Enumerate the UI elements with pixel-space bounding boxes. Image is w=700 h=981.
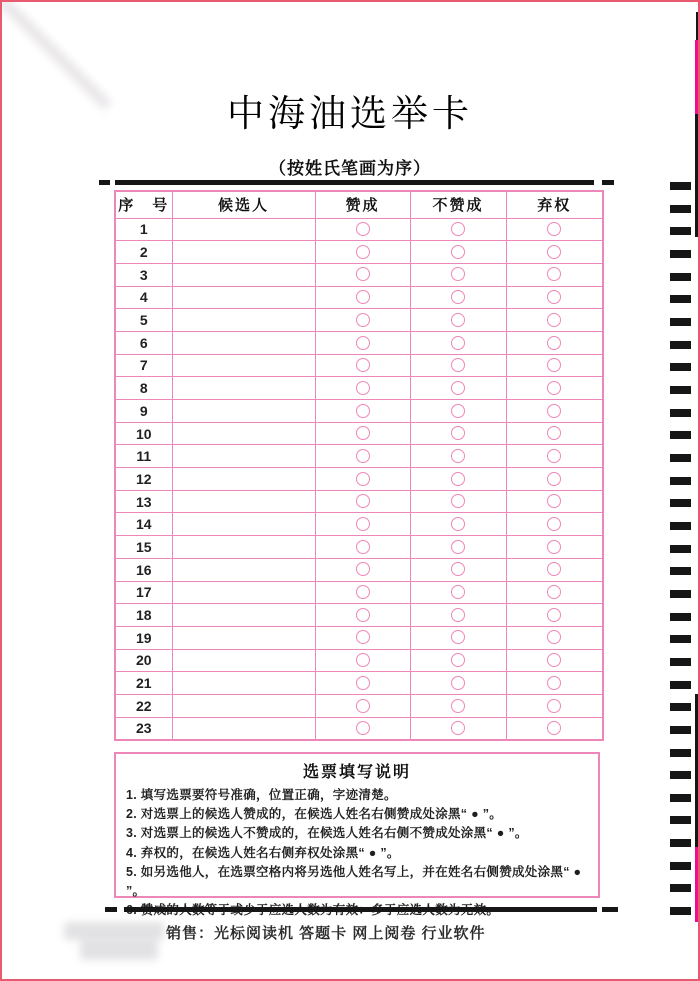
registration-bar-bottom	[124, 907, 597, 912]
row-number: 14	[115, 513, 172, 536]
oppose-bubble[interactable]	[451, 608, 465, 622]
approve-bubble[interactable]	[356, 358, 370, 372]
oppose-bubble[interactable]	[451, 404, 465, 418]
table-row	[115, 400, 603, 423]
timing-mark	[670, 318, 691, 326]
registration-bar-top-right-tick	[602, 180, 614, 185]
abstain-cell	[506, 604, 603, 627]
oppose-bubble[interactable]	[451, 336, 465, 350]
table-row	[115, 604, 603, 627]
abstain-bubble[interactable]	[547, 267, 561, 281]
timing-mark	[670, 182, 691, 190]
timing-mark	[670, 839, 691, 847]
table-row	[115, 581, 603, 604]
candidate-name-cell[interactable]	[172, 581, 315, 604]
abstain-bubble[interactable]	[547, 608, 561, 622]
row-number: 7	[115, 354, 172, 377]
timing-mark	[670, 409, 691, 417]
abstain-bubble[interactable]	[547, 653, 561, 667]
oppose-cell	[410, 604, 506, 627]
oppose-cell	[410, 309, 506, 332]
candidate-name-cell[interactable]	[172, 218, 315, 241]
table-row	[115, 694, 603, 717]
oppose-bubble[interactable]	[451, 313, 465, 327]
instruction-line: 3. 对选票上的候选人不赞成的，在候选人姓名右侧不赞成处涂黑“ ● ”。	[126, 826, 528, 841]
col-header-abstain: 弃权	[506, 191, 603, 218]
approve-cell	[315, 422, 410, 445]
ballot-table-body	[115, 218, 603, 740]
table-row	[115, 377, 603, 400]
abstain-cell	[506, 468, 603, 491]
oppose-cell	[410, 536, 506, 559]
right-edge-thin-black-line	[696, 12, 698, 40]
oppose-bubble[interactable]	[451, 449, 465, 463]
oppose-cell	[410, 513, 506, 536]
abstain-cell	[506, 422, 603, 445]
oppose-cell	[410, 241, 506, 264]
approve-cell	[315, 241, 410, 264]
abstain-cell	[506, 536, 603, 559]
oppose-bubble[interactable]	[451, 222, 465, 236]
timing-mark	[670, 681, 691, 689]
approve-cell	[315, 331, 410, 354]
table-row	[115, 331, 603, 354]
approve-bubble[interactable]	[356, 290, 370, 304]
candidate-name-cell[interactable]	[172, 536, 315, 559]
abstain-bubble[interactable]	[547, 449, 561, 463]
candidate-name-cell[interactable]	[172, 331, 315, 354]
sort-order-note: （按姓氏笔画为序）	[269, 159, 431, 178]
table-row	[115, 536, 603, 559]
right-edge-magenta-strip-top	[695, 40, 699, 114]
table-row	[115, 309, 603, 332]
approve-bubble[interactable]	[356, 404, 370, 418]
row-number: 20	[115, 649, 172, 672]
abstain-cell	[506, 218, 603, 241]
candidate-name-cell[interactable]	[172, 286, 315, 309]
abstain-cell	[506, 354, 603, 377]
instructions-list	[116, 786, 598, 920]
timing-mark	[670, 907, 691, 915]
approve-bubble[interactable]	[356, 540, 370, 554]
instruction-line: 2. 对选票上的候选人赞成的，在候选人姓名右侧赞成处涂黑“ ● ”。	[126, 807, 503, 822]
timing-mark	[670, 227, 691, 235]
timing-mark	[670, 454, 691, 462]
approve-cell	[315, 717, 410, 740]
table-row	[115, 558, 603, 581]
oppose-bubble[interactable]	[451, 676, 465, 690]
approve-bubble[interactable]	[356, 313, 370, 327]
table-row	[115, 422, 603, 445]
approve-cell	[315, 672, 410, 695]
timing-mark	[670, 635, 691, 643]
candidate-name-cell[interactable]	[172, 694, 315, 717]
approve-cell	[315, 604, 410, 627]
table-header-row	[115, 191, 603, 218]
row-number: 12	[115, 468, 172, 491]
oppose-cell	[410, 581, 506, 604]
registration-bar-top	[115, 180, 594, 185]
row-number: 10	[115, 422, 172, 445]
approve-bubble[interactable]	[356, 472, 370, 486]
row-number: 11	[115, 445, 172, 468]
row-number: 18	[115, 604, 172, 627]
abstain-cell	[506, 400, 603, 423]
timing-mark	[670, 363, 691, 371]
approve-cell	[315, 263, 410, 286]
abstain-bubble[interactable]	[547, 404, 561, 418]
abstain-cell	[506, 309, 603, 332]
approve-cell	[315, 558, 410, 581]
row-number: 23	[115, 717, 172, 740]
timing-mark	[670, 205, 691, 213]
table-row	[115, 354, 603, 377]
approve-bubble[interactable]	[356, 630, 370, 644]
abstain-cell	[506, 377, 603, 400]
oppose-cell	[410, 694, 506, 717]
abstain-cell	[506, 241, 603, 264]
oppose-bubble[interactable]	[451, 381, 465, 395]
timing-mark	[670, 794, 691, 802]
timing-mark	[670, 431, 691, 439]
oppose-cell	[410, 717, 506, 740]
approve-cell	[315, 536, 410, 559]
approve-cell	[315, 309, 410, 332]
candidate-name-cell[interactable]	[172, 354, 315, 377]
oppose-bubble[interactable]	[451, 585, 465, 599]
abstain-bubble[interactable]	[547, 313, 561, 327]
abstain-cell	[506, 626, 603, 649]
right-edge-black-strip-bottom	[695, 694, 699, 847]
timing-mark	[670, 590, 691, 598]
vendor-footer-text: 销售：光标阅读机 答题卡 网上阅卷 行业软件	[166, 925, 486, 942]
timing-mark	[670, 862, 691, 870]
abstain-cell	[506, 581, 603, 604]
oppose-bubble[interactable]	[451, 358, 465, 372]
oppose-bubble[interactable]	[451, 245, 465, 259]
instructions-title: 选票填写说明	[302, 764, 411, 781]
abstain-cell	[506, 558, 603, 581]
oppose-bubble[interactable]	[451, 653, 465, 667]
oppose-cell	[410, 672, 506, 695]
row-number: 5	[115, 309, 172, 332]
oppose-cell	[410, 286, 506, 309]
col-header-number: 序 号	[115, 191, 172, 218]
candidate-name-cell[interactable]	[172, 468, 315, 491]
col-header-candidate: 候选人	[172, 191, 315, 218]
table-row	[115, 672, 603, 695]
candidate-name-cell[interactable]	[172, 241, 315, 264]
abstain-bubble[interactable]	[547, 699, 561, 713]
table-row	[115, 626, 603, 649]
abstain-cell	[506, 490, 603, 513]
instruction-line: 1. 填写选票要符号准确，位置正确，字迹清楚。	[126, 788, 397, 802]
instructions-box	[114, 752, 600, 898]
timing-mark	[670, 613, 691, 621]
approve-bubble[interactable]	[356, 517, 370, 531]
instruction-line: 5. 如另选他人，在选票空格内将另选他人姓名写上，并在姓名右侧赞成处涂黑“ ● ”。	[126, 864, 582, 899]
abstain-cell	[506, 694, 603, 717]
approve-cell	[315, 694, 410, 717]
table-row	[115, 286, 603, 309]
approve-bubble[interactable]	[356, 676, 370, 690]
candidate-name-cell[interactable]	[172, 377, 315, 400]
approve-bubble[interactable]	[356, 426, 370, 440]
oppose-cell	[410, 263, 506, 286]
timing-mark	[670, 726, 691, 734]
timing-mark	[670, 884, 691, 892]
timing-mark	[670, 658, 691, 666]
timing-mark	[670, 545, 691, 553]
candidate-name-cell[interactable]	[172, 558, 315, 581]
abstain-bubble[interactable]	[547, 585, 561, 599]
row-number: 22	[115, 694, 172, 717]
candidate-name-cell[interactable]	[172, 672, 315, 695]
approve-bubble[interactable]	[356, 699, 370, 713]
timing-mark	[670, 499, 691, 507]
approve-bubble[interactable]	[356, 381, 370, 395]
timing-mark	[670, 341, 691, 349]
abstain-bubble[interactable]	[547, 290, 561, 304]
abstain-bubble[interactable]	[547, 721, 561, 735]
oppose-cell	[410, 468, 506, 491]
row-number: 17	[115, 581, 172, 604]
approve-cell	[315, 490, 410, 513]
abstain-cell	[506, 263, 603, 286]
table-row	[115, 717, 603, 740]
table-row	[115, 263, 603, 286]
abstain-bubble[interactable]	[547, 540, 561, 554]
approve-cell	[315, 445, 410, 468]
table-row	[115, 241, 603, 264]
approve-bubble[interactable]	[356, 336, 370, 350]
abstain-bubble[interactable]	[547, 494, 561, 508]
oppose-cell	[410, 626, 506, 649]
oppose-bubble[interactable]	[451, 562, 465, 576]
oppose-cell	[410, 490, 506, 513]
approve-bubble[interactable]	[356, 721, 370, 735]
candidate-name-cell[interactable]	[172, 513, 315, 536]
instruction-line: 4. 弃权的，在候选人姓名右侧弃权处涂黑“ ● ”。	[126, 845, 400, 860]
registration-bar-top-left-tick	[99, 180, 110, 185]
abstain-bubble[interactable]	[547, 381, 561, 395]
approve-bubble[interactable]	[356, 653, 370, 667]
scan-noise-bottom-left	[64, 922, 164, 940]
approve-bubble[interactable]	[356, 449, 370, 463]
abstain-bubble[interactable]	[547, 358, 561, 372]
candidate-name-cell[interactable]	[172, 649, 315, 672]
oppose-cell	[410, 558, 506, 581]
row-number: 4	[115, 286, 172, 309]
oppose-cell	[410, 649, 506, 672]
approve-cell	[315, 400, 410, 423]
approve-bubble[interactable]	[356, 608, 370, 622]
oppose-bubble[interactable]	[451, 494, 465, 508]
approve-cell	[315, 468, 410, 491]
oppose-cell	[410, 400, 506, 423]
row-number: 6	[115, 331, 172, 354]
col-header-oppose: 不赞成	[410, 191, 506, 218]
approve-bubble[interactable]	[356, 267, 370, 281]
approve-cell	[315, 581, 410, 604]
row-number: 9	[115, 400, 172, 423]
oppose-bubble[interactable]	[451, 517, 465, 531]
abstain-bubble[interactable]	[547, 562, 561, 576]
oppose-bubble[interactable]	[451, 290, 465, 304]
row-number: 21	[115, 672, 172, 695]
approve-bubble[interactable]	[356, 245, 370, 259]
oppose-cell	[410, 445, 506, 468]
approve-cell	[315, 649, 410, 672]
candidate-name-cell[interactable]	[172, 309, 315, 332]
approve-bubble[interactable]	[356, 585, 370, 599]
abstain-bubble[interactable]	[547, 472, 561, 486]
table-row	[115, 513, 603, 536]
timing-mark	[670, 250, 691, 258]
abstain-bubble[interactable]	[547, 222, 561, 236]
scan-noise-bottom-left-2	[80, 940, 158, 960]
candidate-name-cell[interactable]	[172, 626, 315, 649]
timing-mark	[670, 386, 691, 394]
abstain-cell	[506, 331, 603, 354]
candidate-name-cell[interactable]	[172, 263, 315, 286]
oppose-bubble[interactable]	[451, 699, 465, 713]
candidate-name-cell[interactable]	[172, 445, 315, 468]
candidate-name-cell[interactable]	[172, 400, 315, 423]
candidate-name-cell[interactable]	[172, 490, 315, 513]
page-title: 中海油选举卡	[227, 93, 473, 135]
ballot-table	[114, 190, 604, 741]
abstain-cell	[506, 286, 603, 309]
approve-cell	[315, 354, 410, 377]
abstain-cell	[506, 649, 603, 672]
timing-mark	[670, 749, 691, 757]
row-number: 2	[115, 241, 172, 264]
approve-cell	[315, 377, 410, 400]
row-number: 16	[115, 558, 172, 581]
candidate-name-cell[interactable]	[172, 422, 315, 445]
abstain-cell	[506, 513, 603, 536]
oppose-cell	[410, 422, 506, 445]
timing-mark	[670, 273, 691, 281]
abstain-bubble[interactable]	[547, 245, 561, 259]
abstain-cell	[506, 717, 603, 740]
timing-mark	[670, 771, 691, 779]
oppose-bubble[interactable]	[451, 472, 465, 486]
oppose-cell	[410, 331, 506, 354]
registration-bar-bottom-left-tick	[105, 907, 117, 912]
table-row	[115, 218, 603, 241]
oppose-bubble[interactable]	[451, 630, 465, 644]
abstain-cell	[506, 672, 603, 695]
right-edge-black-strip-top	[695, 114, 699, 237]
timing-mark	[670, 522, 691, 530]
oppose-bubble[interactable]	[451, 426, 465, 440]
row-number: 1	[115, 218, 172, 241]
registration-bar-bottom-right-tick	[602, 907, 618, 912]
approve-bubble[interactable]	[356, 494, 370, 508]
oppose-cell	[410, 354, 506, 377]
row-number: 13	[115, 490, 172, 513]
table-row	[115, 649, 603, 672]
table-row	[115, 468, 603, 491]
timing-mark	[670, 477, 691, 485]
oppose-bubble[interactable]	[451, 721, 465, 735]
abstain-bubble[interactable]	[547, 676, 561, 690]
approve-cell	[315, 218, 410, 241]
col-header-approve: 赞成	[315, 191, 410, 218]
approve-cell	[315, 513, 410, 536]
row-number: 19	[115, 626, 172, 649]
candidate-name-cell[interactable]	[172, 604, 315, 627]
timing-mark	[670, 567, 691, 575]
right-edge-magenta-strip-bottom	[695, 847, 699, 922]
approve-cell	[315, 626, 410, 649]
row-number: 15	[115, 536, 172, 559]
timing-mark	[670, 295, 691, 303]
timing-mark	[670, 816, 691, 824]
oppose-cell	[410, 377, 506, 400]
oppose-bubble[interactable]	[451, 540, 465, 554]
oppose-cell	[410, 218, 506, 241]
abstain-bubble[interactable]	[547, 517, 561, 531]
table-row	[115, 445, 603, 468]
approve-bubble[interactable]	[356, 222, 370, 236]
approve-cell	[315, 286, 410, 309]
abstain-bubble[interactable]	[547, 336, 561, 350]
timing-mark	[670, 703, 691, 711]
row-number: 8	[115, 377, 172, 400]
candidate-name-cell[interactable]	[172, 717, 315, 740]
oppose-bubble[interactable]	[451, 267, 465, 281]
abstain-cell	[506, 445, 603, 468]
table-row	[115, 490, 603, 513]
abstain-bubble[interactable]	[547, 426, 561, 440]
abstain-bubble[interactable]	[547, 630, 561, 644]
approve-bubble[interactable]	[356, 562, 370, 576]
row-number: 3	[115, 263, 172, 286]
